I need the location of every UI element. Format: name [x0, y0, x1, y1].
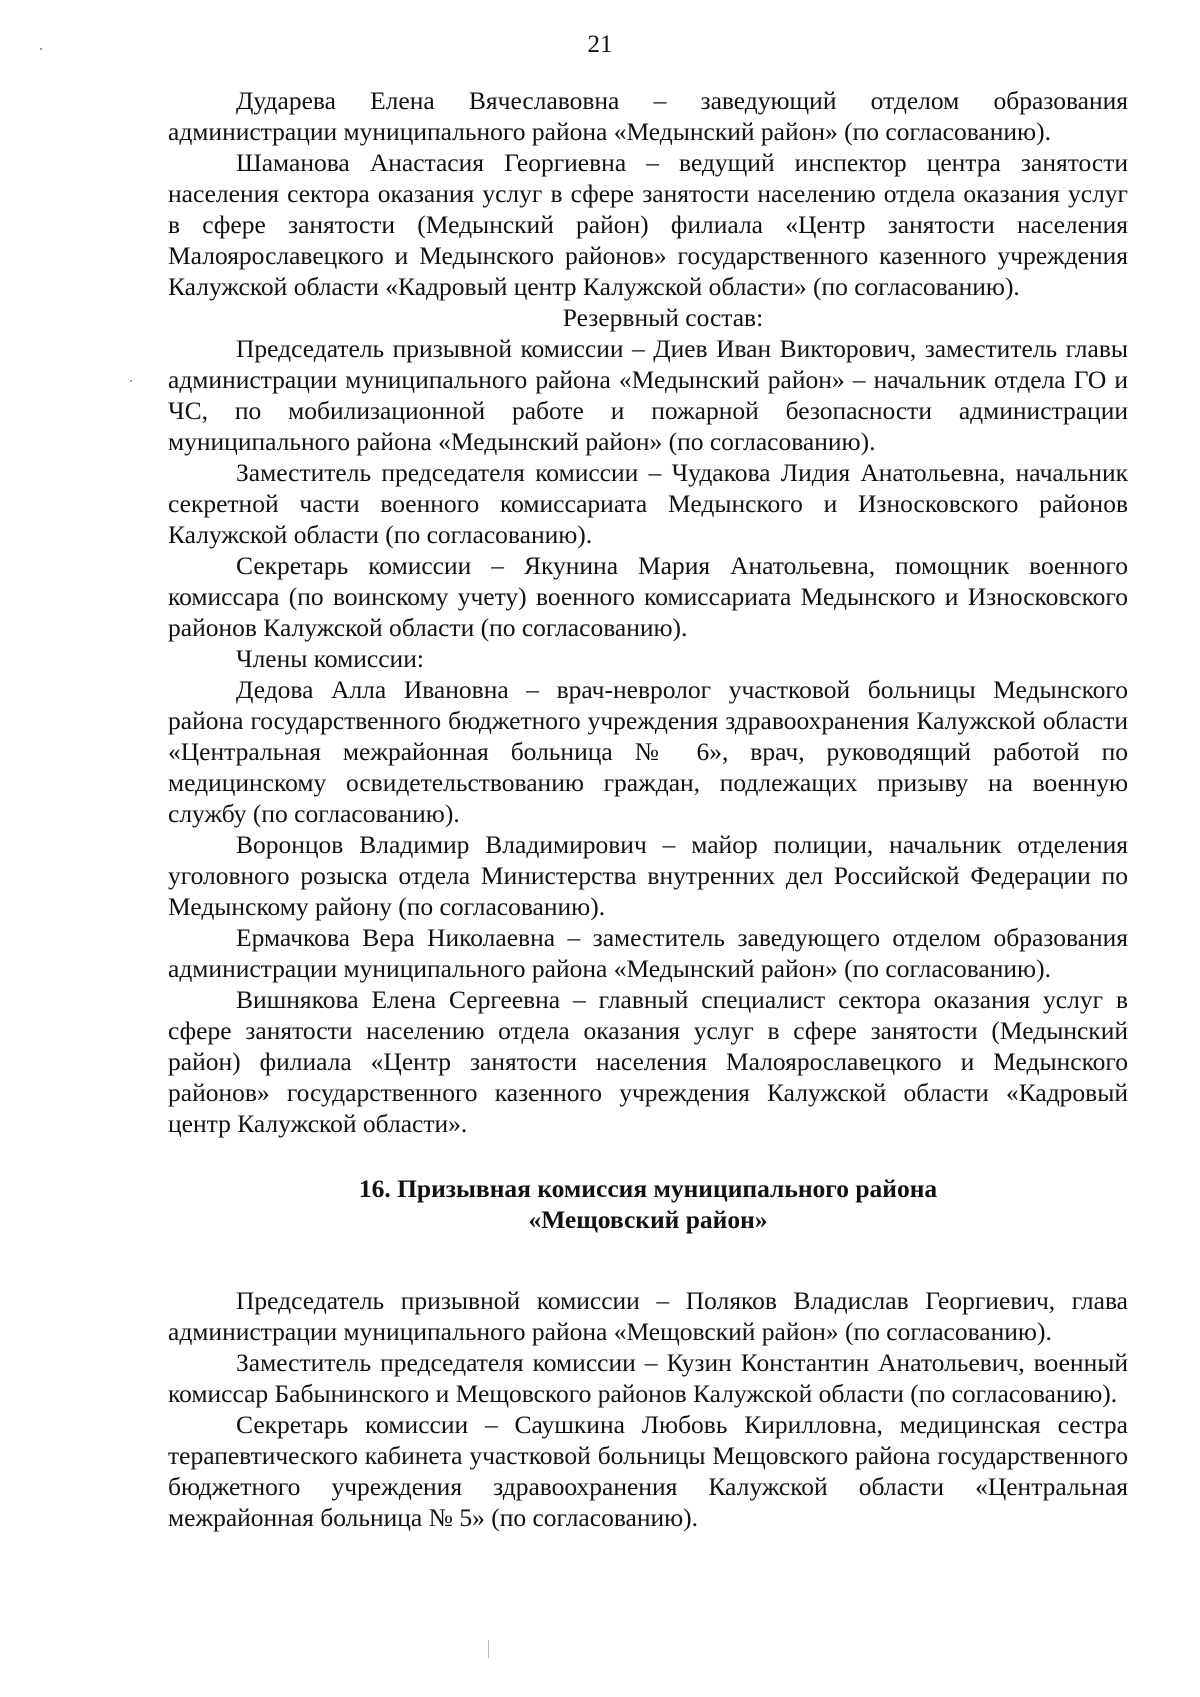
- reserve-heading: Резервный состав:: [562, 303, 764, 332]
- members-label: Члены комиссии:: [236, 644, 424, 673]
- member-paragraph: Вишнякова Елена Сергеевна – главный специалист сектора оказания услуг в сфере занятости населению отдела оказания услуг в сфере занятости (Медынский район) филиала «Центр занятости населения Малоярославецкого и Медынского районов» государственного казенного учреждения Калужской области «Кадровый центр Калужской области».: [168, 985, 1128, 1138]
- section-title-line: «Мещовский район»: [528, 1205, 768, 1234]
- scan-speck: [40, 48, 42, 50]
- member-paragraph: Председатель призывной комиссии – Диев Иван Викторович, заместитель главы администрации муниципального района «Медынский район» – начальник отдела ГО и ЧС, по мобилизационной работе и пожарной безопасности администрации муниципального района «Медынский район» (по согласованию).: [168, 334, 1128, 456]
- section-spacer: [168, 1235, 1128, 1285]
- section-title-line: 16. Призывная комиссия муниципального района: [358, 1174, 938, 1203]
- document-body: [168, 85, 1128, 1533]
- scan-speck: [130, 380, 132, 382]
- member-paragraph: Секретарь комиссии – Якунина Мария Анатольевна, помощник военного комиссара (по воинскому учету) военного комиссариата Медынского и Износковского районов Калужской области (по согласованию).: [168, 551, 1128, 642]
- scan-mark: [488, 1640, 489, 1658]
- member-paragraph: Ермачкова Вера Николаевна – заместитель заведующего отделом образования администрации муниципального района «Медынский район» (по согласованию).: [168, 923, 1128, 983]
- member-paragraph: Заместитель председателя комиссии – Кузин Константин Анатольевич, военный комиссар Бабынинского и Мещовского районов Калужской области (по согласованию).: [168, 1348, 1128, 1408]
- member-paragraph: Секретарь комиссии – Саушкина Любовь Кирилловна, медицинская сестра терапевтического кабинета участковой больницы Мещовского района государственного бюджетного учреждения здравоохранения Калужской области «Центральная межрайонная больница № 5» (по согласованию).: [168, 1410, 1128, 1532]
- member-paragraph: Шаманова Анастасия Георгиевна – ведущий инспектор центра занятости населения сектора оказания услуг в сфере занятости населению отдела оказания услуг в сфере занятости (Медынский район) филиала «Центр занятости населения Малоярославецкого и Медынского районов» государственного казенного учреждения Калужской области «Кадровый центр Калужской области» (по согласованию).: [168, 148, 1128, 301]
- member-paragraph: Дударева Елена Вячеславовна – заведующий отделом образования администрации муниципального района «Медынский район» (по согласованию).: [168, 86, 1128, 146]
- member-paragraph: Дедова Алла Ивановна – врач-невролог участковой больницы Медынского района государственного бюджетного учреждения здравоохранения Калужской области «Центральная межрайонная больница № 6», врач, руководящий работой по медицинскому освидетельствованию граждан, подлежащих призыву на военную службу (по согласованию).: [168, 675, 1128, 828]
- member-paragraph: Воронцов Владимир Владимирович – майор полиции, начальник отделения уголовного розыска отдела Министерства внутренних дел Российской Федерации по Медынскому району (по согласованию).: [168, 830, 1128, 921]
- member-paragraph: Заместитель председателя комиссии – Чудакова Лидия Анатольевна, начальник секретной части военного комиссариата Медынского и Износковского районов Калужской области (по согласованию).: [168, 458, 1128, 549]
- member-paragraph: Председатель призывной комиссии – Поляков Владислав Георгиевич, глава администрации муниципального района «Мещовский район» (по согласованию).: [168, 1286, 1128, 1346]
- page-number: 21: [587, 31, 613, 58]
- section-title: [168, 1173, 1128, 1235]
